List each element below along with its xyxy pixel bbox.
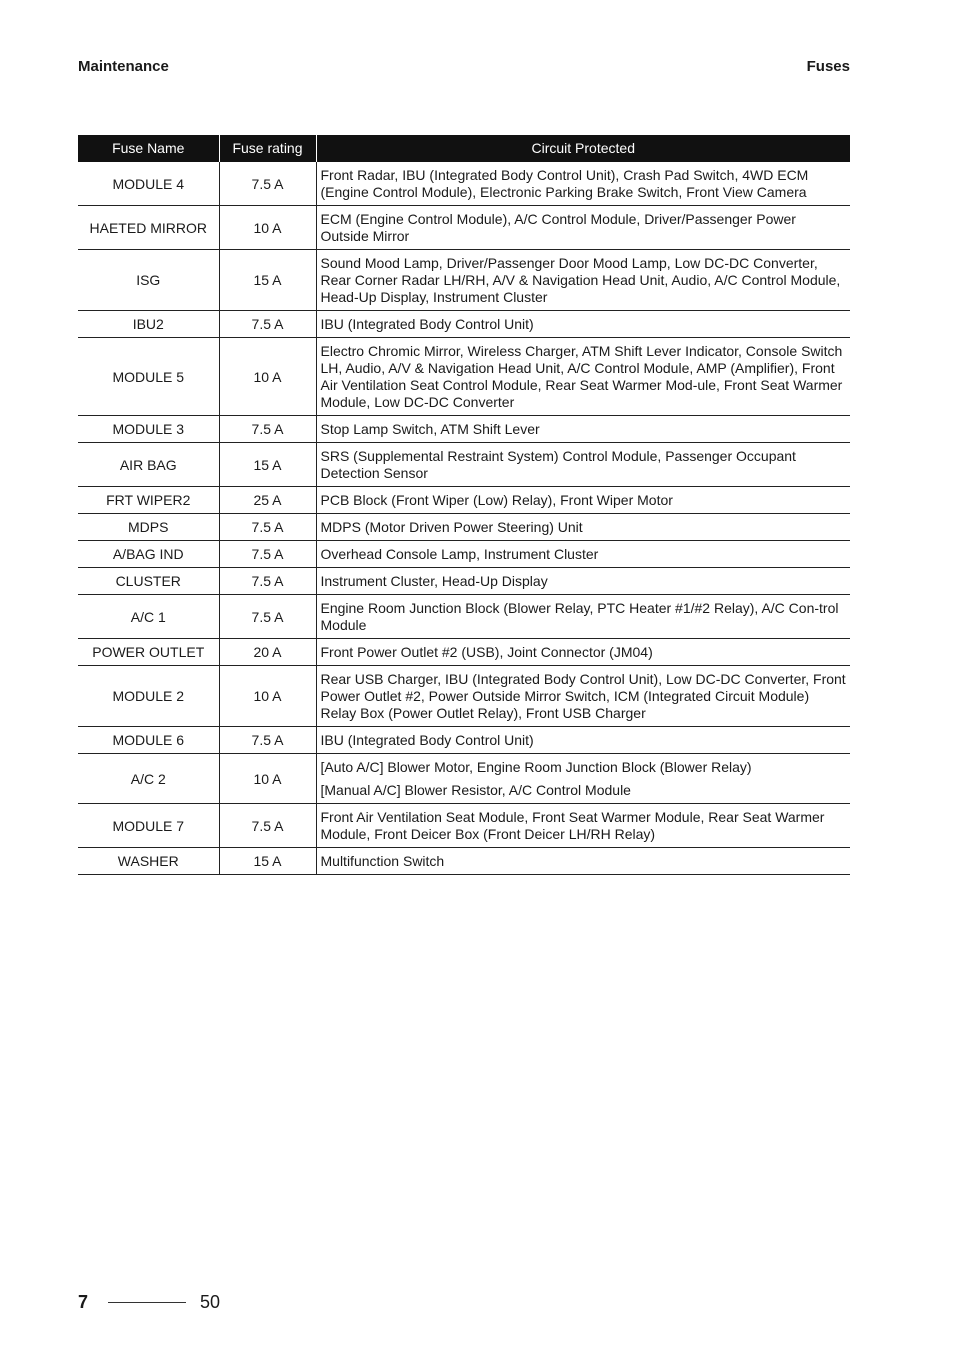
table-row	[78, 541, 850, 568]
circuit-protected-cell	[316, 443, 850, 487]
fuse-name-cell: AIR BAG	[78, 443, 219, 487]
circuit-protected-cell	[316, 206, 850, 250]
column-header-fuse-rating: Fuse rating	[219, 135, 316, 162]
table-row	[78, 443, 850, 487]
circuit-protected-cell	[316, 541, 850, 568]
circuit-protected-cell	[316, 311, 850, 338]
fuse-rating-cell: 10 A	[219, 754, 316, 804]
chapter-number: 7	[78, 1292, 89, 1312]
table-row	[78, 727, 850, 754]
table-row	[78, 162, 850, 206]
fuse-name-cell: WASHER	[78, 848, 219, 875]
fuse-rating-cell: 7.5 A	[219, 568, 316, 595]
circuit-text: Front Radar, IBU (Integrated Body Control Unit), Crash Pad Switch, 4WD ECM (Engine Control Module), Electronic Parking Brake Switch, Front View Camera	[320, 167, 809, 200]
table-body	[78, 162, 850, 875]
fuse-name-cell: IBU2	[78, 311, 219, 338]
footer-divider	[108, 1302, 186, 1303]
table-row	[78, 568, 850, 595]
circuit-protected-cell	[316, 595, 850, 639]
circuit-text: SRS (Supplemental Restraint System) Control Module, Passenger Occupant Detection Sensor	[320, 448, 796, 481]
circuit-protected-cell	[316, 754, 850, 804]
circuit-text: Instrument Cluster, Head-Up Display	[320, 573, 548, 589]
circuit-text: Front Air Ventilation Seat Module, Front Seat Warmer Module, Rear Seat Warmer Module, Front Deicer Box (Front Deicer LH/RH Relay)	[320, 809, 825, 842]
column-header-circuit-protected: Circuit Protected	[316, 135, 850, 162]
fuse-name-cell: MODULE 4	[78, 162, 219, 206]
table-row	[78, 250, 850, 311]
circuit-text: Sound Mood Lamp, Driver/Passenger Door Mood Lamp, Low DC-DC Converter, Rear Corner Radar LH/RH, A/V & Navigation Head Unit, Audio, A/C Control Module, Head-Up Display, Instrument Cluster	[320, 255, 841, 305]
fuse-rating-cell: 10 A	[219, 206, 316, 250]
fuse-rating-cell: 7.5 A	[219, 416, 316, 443]
table-row	[78, 311, 850, 338]
page-footer	[78, 1292, 220, 1313]
circuit-protected-cell	[316, 338, 850, 416]
circuit-protected-cell	[316, 568, 850, 595]
fuse-name-cell: FRT WIPER2	[78, 487, 219, 514]
circuit-protected-cell	[316, 416, 850, 443]
circuit-protected-cell	[316, 639, 850, 666]
circuit-protected-cell	[316, 727, 850, 754]
section-title: Maintenance	[78, 58, 169, 75]
circuit-protected-cell	[316, 250, 850, 311]
fuse-name-cell: MODULE 3	[78, 416, 219, 443]
fuse-name-cell: MDPS	[78, 514, 219, 541]
fuse-rating-cell: 7.5 A	[219, 311, 316, 338]
table-row	[78, 514, 850, 541]
fuse-rating-cell: 15 A	[219, 848, 316, 875]
column-header-fuse-name: Fuse Name	[78, 135, 219, 162]
fuse-rating-cell: 10 A	[219, 666, 316, 727]
circuit-text: Multifunction Switch	[320, 853, 445, 869]
circuit-text: Engine Room Junction Block (Blower Relay, PTC Heater #1/#2 Relay), A/C Con-trol Module	[320, 600, 839, 633]
table-row	[78, 595, 850, 639]
fuse-rating-cell: 20 A	[219, 639, 316, 666]
fuse-rating-cell: 7.5 A	[219, 162, 316, 206]
table-header-row	[78, 135, 850, 162]
fuse-rating-cell: 15 A	[219, 443, 316, 487]
fuse-rating-cell: 7.5 A	[219, 514, 316, 541]
fuse-name-cell: MODULE 2	[78, 666, 219, 727]
fuse-name-cell: POWER OUTLET	[78, 639, 219, 666]
fuse-name-cell: ISG	[78, 250, 219, 311]
table-row	[78, 848, 850, 875]
fuse-table	[78, 135, 850, 875]
circuit-text: IBU (Integrated Body Control Unit)	[320, 732, 534, 748]
fuse-rating-cell: 25 A	[219, 487, 316, 514]
circuit-protected-cell	[316, 804, 850, 848]
topic-title: Fuses	[806, 58, 850, 75]
fuse-name-cell: MODULE 6	[78, 727, 219, 754]
circuit-text: Rear USB Charger, IBU (Integrated Body Control Unit), Low DC-DC Converter, Front Power Outlet #2, Power Outside Mirror Switch, ICM (Integrated Circuit Module) Relay Box (Power Outlet Relay), Front USB Charger	[320, 671, 846, 721]
circuit-text: Stop Lamp Switch, ATM Shift Lever	[320, 421, 540, 437]
circuit-text: Electro Chromic Mirror, Wireless Charger, ATM Shift Lever Indicator, Console Switch LH, Audio, A/V & Navigation Head Unit, A/C Control Module, AMP (Amplifier), Front Air Ventilation Seat Control Module, Rear Seat Warmer Mod-ule, Front Seat Warmer Module, Low DC-DC Converter	[320, 343, 843, 410]
circuit-protected-cell	[316, 666, 850, 727]
table-row	[78, 416, 850, 443]
fuse-rating-cell: 7.5 A	[219, 804, 316, 848]
page-header	[78, 58, 850, 75]
circuit-text: Front Power Outlet #2 (USB), Joint Connector (JM04)	[320, 644, 653, 660]
fuse-rating-cell: 7.5 A	[219, 727, 316, 754]
fuse-rating-cell: 15 A	[219, 250, 316, 311]
table-row	[78, 804, 850, 848]
table-row	[78, 754, 850, 804]
page-number: 50	[200, 1292, 221, 1312]
table-row	[78, 338, 850, 416]
fuse-name-cell: MODULE 7	[78, 804, 219, 848]
table-row	[78, 487, 850, 514]
fuse-rating-cell: 7.5 A	[219, 541, 316, 568]
table-row	[78, 666, 850, 727]
circuit-text: PCB Block (Front Wiper (Low) Relay), Front Wiper Motor	[320, 492, 673, 508]
fuse-name-cell: HAETED MIRROR	[78, 206, 219, 250]
fuse-name-cell: A/BAG IND	[78, 541, 219, 568]
fuse-name-cell: MODULE 5	[78, 338, 219, 416]
fuse-rating-cell: 7.5 A	[219, 595, 316, 639]
circuit-text: MDPS (Motor Driven Power Steering) Unit	[320, 519, 583, 535]
table-row	[78, 206, 850, 250]
circuit-protected-cell	[316, 514, 850, 541]
circuit-text: IBU (Integrated Body Control Unit)	[320, 316, 534, 332]
circuit-text: [Auto A/C] Blower Motor, Engine Room Junction Block (Blower Relay)	[320, 759, 752, 775]
circuit-text: Overhead Console Lamp, Instrument Cluster	[320, 546, 599, 562]
circuit-text: [Manual A/C] Blower Resistor, A/C Control Module	[320, 782, 631, 798]
fuse-name-cell: A/C 2	[78, 754, 219, 804]
fuse-name-cell: CLUSTER	[78, 568, 219, 595]
fuse-name-cell: A/C 1	[78, 595, 219, 639]
circuit-protected-cell	[316, 162, 850, 206]
circuit-text: ECM (Engine Control Module), A/C Control Module, Driver/Passenger Power Outside Mirror	[320, 211, 796, 244]
fuse-rating-cell: 10 A	[219, 338, 316, 416]
circuit-protected-cell	[316, 848, 850, 875]
circuit-protected-cell	[316, 487, 850, 514]
table-row	[78, 639, 850, 666]
